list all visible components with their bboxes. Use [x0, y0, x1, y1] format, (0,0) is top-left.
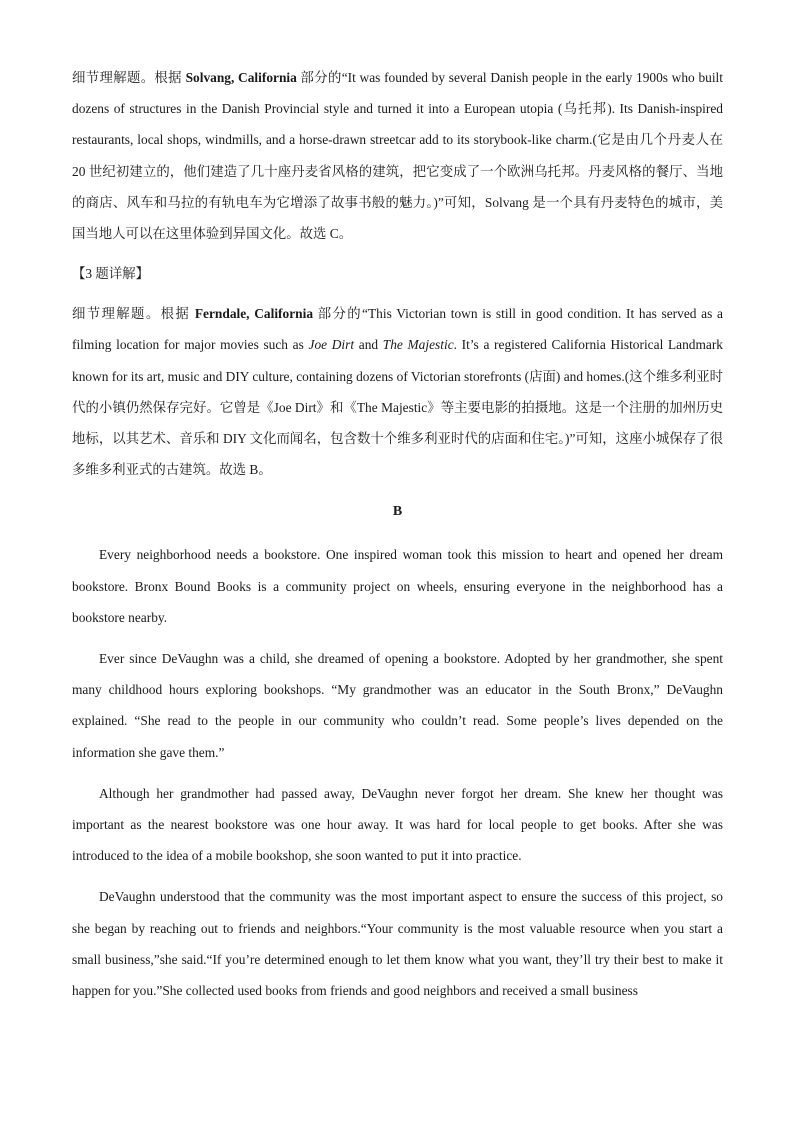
- passage-b-heading: B: [392, 504, 403, 520]
- movie-title: The Majestic: [382, 337, 454, 353]
- explanation-body: . It’s a registered California Historical Landmark known for its art, music and DIY culture, containing dozens of Victorian storefronts (店面) and homes.(这个维多利亚时代的小镇仍然保存完好。它曾是《Joe Dirt》和《The Majestic》等主要电影的拍摄地。这是一个注册的加州历史地标，以其艺术、音乐和 DIY 文化而闻名，包含数十个维多利亚时代的店面和住宅。)”可知，这座小城保存了很多维多利亚式的古建筑。故选 B。: [72, 337, 723, 478]
- explanation-body: 部分的“This Victorian town is still in good condition. It has served as a filming location for major movies such as: [72, 306, 723, 353]
- question-3-heading: 【3 题详解】: [72, 266, 149, 282]
- section-reference-solvang: Solvang, California: [185, 70, 297, 85]
- movie-title: Joe Dirt: [308, 337, 355, 353]
- explanation-question-3: [72, 298, 723, 485]
- passage-paragraph: Every neighborhood needs a bookstore. One inspired woman took this mission to heart and opened her dream bookstore. Bronx Bound Books is a community project on wheels, ensuring everyone in the neighborhood has a bookstore nearby.: [72, 547, 723, 625]
- explanation-lead: 细节理解题。根据: [72, 306, 195, 322]
- passage-paragraph: DeVaughn understood that the community was the most important aspect to ensure the success of this project, so she began by reaching out to friends and neighbors.“Your community is the most valuable resource when you start a small business,”she said.“If you’re determined enough to let them know what you want, they’ll try their best to make it happen for you.”She collected used books from friends and good neighbors and received a small business: [72, 889, 723, 999]
- document-page: [72, 62, 723, 1006]
- passage-paragraph: Ever since DeVaughn was a child, she dreamed of opening a bookstore. Adopted by her grandmother, she spent many childhood hours exploring bookshops. “My grandmother was an educator in the South Bronx,” DeVaughn explained. “She read to the people in our community who couldn’t read. Some people’s lives depended on the information she gave them.”: [72, 651, 723, 760]
- explanation-lead: 细节理解题。根据: [72, 70, 186, 85]
- passage-paragraph: Although her grandmother had passed away, DeVaughn never forgot her dream. She knew her thought was important as the nearest bookstore was one hour away. It was hard for local people to get books. After she was introduced to the idea of a mobile bookshop, she soon wanted to put it into practice.: [72, 785, 723, 864]
- section-reference-ferndale: Ferndale, California: [194, 306, 314, 322]
- explanation-question-2: [72, 62, 723, 249]
- explanation-conjunction: and: [354, 337, 383, 353]
- explanation-body: 部分的“It was founded by several Danish people in the early 1900s who built dozens of structures in the Danish Provincial style and turned it into a European utopia (乌托邦). Its Danish-inspired restaurants, local shops, windmills, and a horse-drawn streetcar add to its storybook-like charm.(它是由几个丹麦人在 20 世纪初建立的，他们建造了几十座丹麦省风格的建筑，把它变成了一个欧洲乌托邦。丹麦风格的餐厅、当地的商店、风车和马拉的有轨电车为它增添了故事书般的魅力。)”可知，Solvang 是一个具有丹麦特色的城市，美国当地人可以在这里体验到异国文化。故选 C。: [72, 70, 723, 242]
